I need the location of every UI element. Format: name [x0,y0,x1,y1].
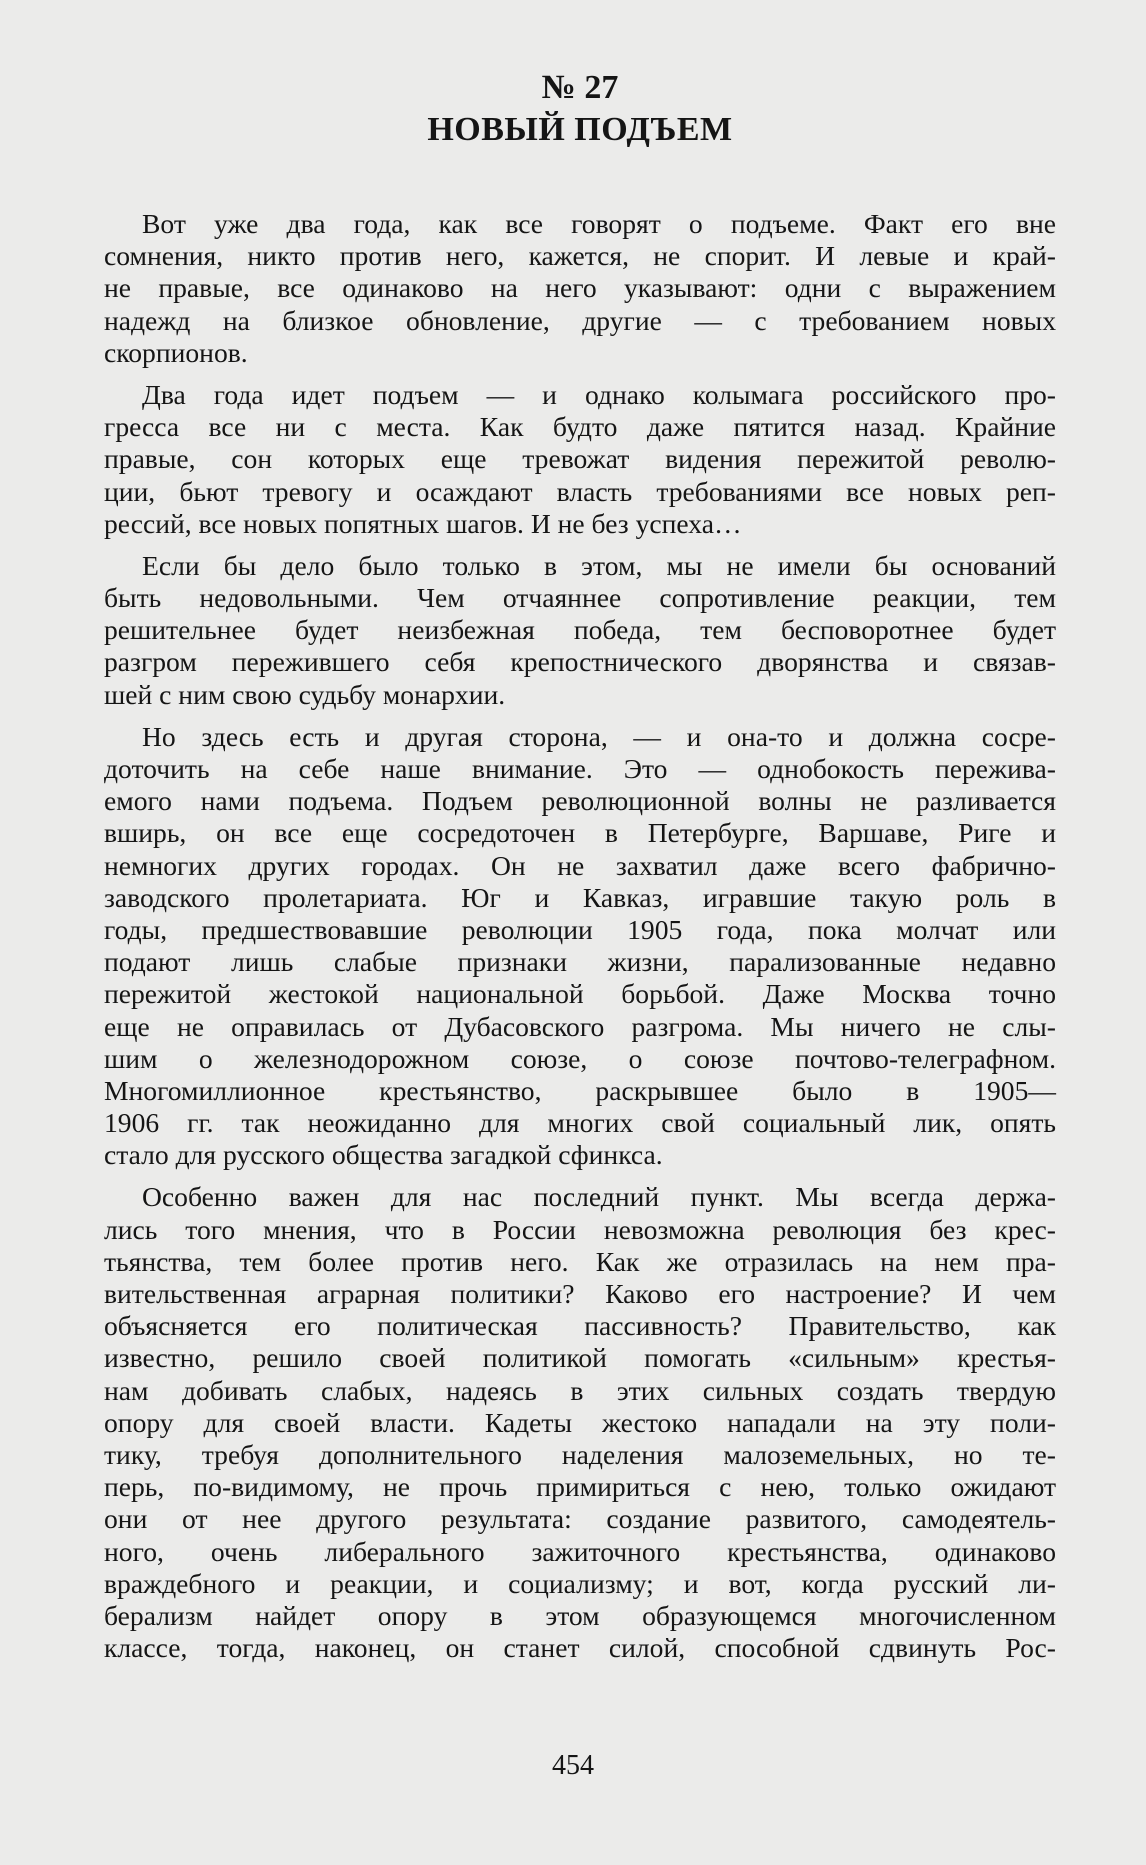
text-line: не правые, все одинаково на него указывают: одни с выражением [104,272,1056,304]
text-line: опору для своей власти. Кадеты жестоко нападали на эту поли- [104,1406,1056,1438]
text-line: правые, сон которых еще тревожат видения пережитой револю- [104,443,1056,475]
text-line: пережитой жестокой национальной борьбой. Даже Москва точно [104,978,1056,1010]
text-line: Многомиллионное крестьянство, раскрывшее было в 1905— [104,1074,1056,1106]
document-header [104,68,1056,150]
text-line: известно, решило своей политикой помогать «сильным» крестья- [104,1342,1056,1374]
text-line: рессий, все новых попятных шагов. И не без успеха… [104,507,742,539]
text-line: классе, тогда, наконец, он станет силой, способной сдвинуть Рос- [104,1632,1056,1664]
text-line: доточить на себе наше внимание. Это — однобокость пережива- [104,753,1056,784]
text-line: шим о железнодорожном союзе, о союзе почтово-телеграфном. [104,1042,1056,1074]
text-line: Особенно важен для нас последний пункт. Мы всегда держа- [142,1181,1056,1213]
text-line: подают лишь слабые признаки жизни, парализованные недавно [104,946,1056,978]
document-title: НОВЫЙ ПОДЪЕМ [427,111,733,148]
text-line: Но здесь есть и другая сторона, — и она-то и должна сосре- [142,720,1056,752]
text-line: объясняется его политическая пассивность? Правительство, как [104,1310,1056,1342]
text-line: они от нее другого результата: создание развитого, самодеятель- [104,1503,1056,1535]
text-line: ции, бьют тревогу и осаждают власть требованиями все новых реп- [104,475,1056,507]
text-line: лись того мнения, что в России невозможна революция без крес- [104,1213,1056,1245]
text-line: стало для русского общества загадкой сфинкса. [104,1139,663,1171]
body-text [104,208,1056,1664]
text-line: решительнее будет неизбежная победа, тем бесповоротнее будет [104,614,1056,646]
text-line: скорпионов. [104,336,248,368]
text-line: еще не оправилась от Дубасовского разгрома. Мы ничего не слы- [104,1010,1056,1042]
text-line: шей с ним свою судьбу монархии. [104,678,506,710]
page-number: 454 [552,1750,594,1781]
text-line: годы, предшествовавшие революции 1905 года, пока молчат или [104,913,1056,945]
text-line: ного, очень либерального зажиточного крестьянства, одинаково [104,1535,1056,1567]
text-line: Два года идет подъем — и однако колымага российского про- [142,378,1056,410]
text-line: немногих других городах. Он не захватил даже всего фабрично- [104,849,1056,881]
document-number: № 27 [541,69,619,106]
text-line: Вот уже два года, как все говорят о подъеме. Факт его вне [142,208,1056,239]
text-line: тику, требуя дополнительного наделения малоземельных, но те- [104,1438,1056,1470]
text-line: вширь, он все еще сосредоточен в Петербурге, Варшаве, Риге и [104,817,1056,849]
text-line: нам добивать слабых, надеясь в этих сильных создать твердую [104,1374,1056,1406]
text-line: сомнения, никто против него, кажется, не спорит. И левые и край- [104,240,1056,272]
paragraph [104,550,1056,711]
text-line: гресса все ни с места. Как будто даже пятится назад. Крайние [104,411,1056,443]
text-line: Если бы дело было только в этом, мы не имели бы оснований [142,549,1056,581]
text-line: перь, по-видимому, не прочь примириться с нею, только ожидают [104,1471,1056,1503]
text-line: разгром пережившего себя крепостнического дворянства и связав- [104,646,1056,678]
text-line: вительственная аграрная политики? Каково его настроение? И чем [104,1278,1056,1309]
paragraph [104,379,1056,540]
text-line: заводского пролетариата. Юг и Кавказ, игравшие такую роль в [104,881,1056,913]
paragraph [104,1181,1056,1664]
text-line: быть недовольными. Чем отчаяннее сопротивление реакции, тем [104,582,1056,614]
text-line: 1906 гг. так неожиданно для многих свой социальный лик, опять [104,1107,1056,1139]
text-line: берализм найдет опору в этом образующемся многочисленном [104,1599,1056,1631]
paragraph [104,721,1056,1172]
text-line: надежд на близкое обновление, другие — с требованием новых [104,304,1056,336]
text-line: емого нами подъема. Подъем революционной волны не разливается [104,785,1056,817]
text-line: тьянства, тем более против него. Как же отразилась на нем пра- [104,1245,1056,1277]
text-line: враждебного и реакции, и социализму; и вот, когда русский ли- [104,1567,1056,1599]
paragraph [104,208,1056,369]
